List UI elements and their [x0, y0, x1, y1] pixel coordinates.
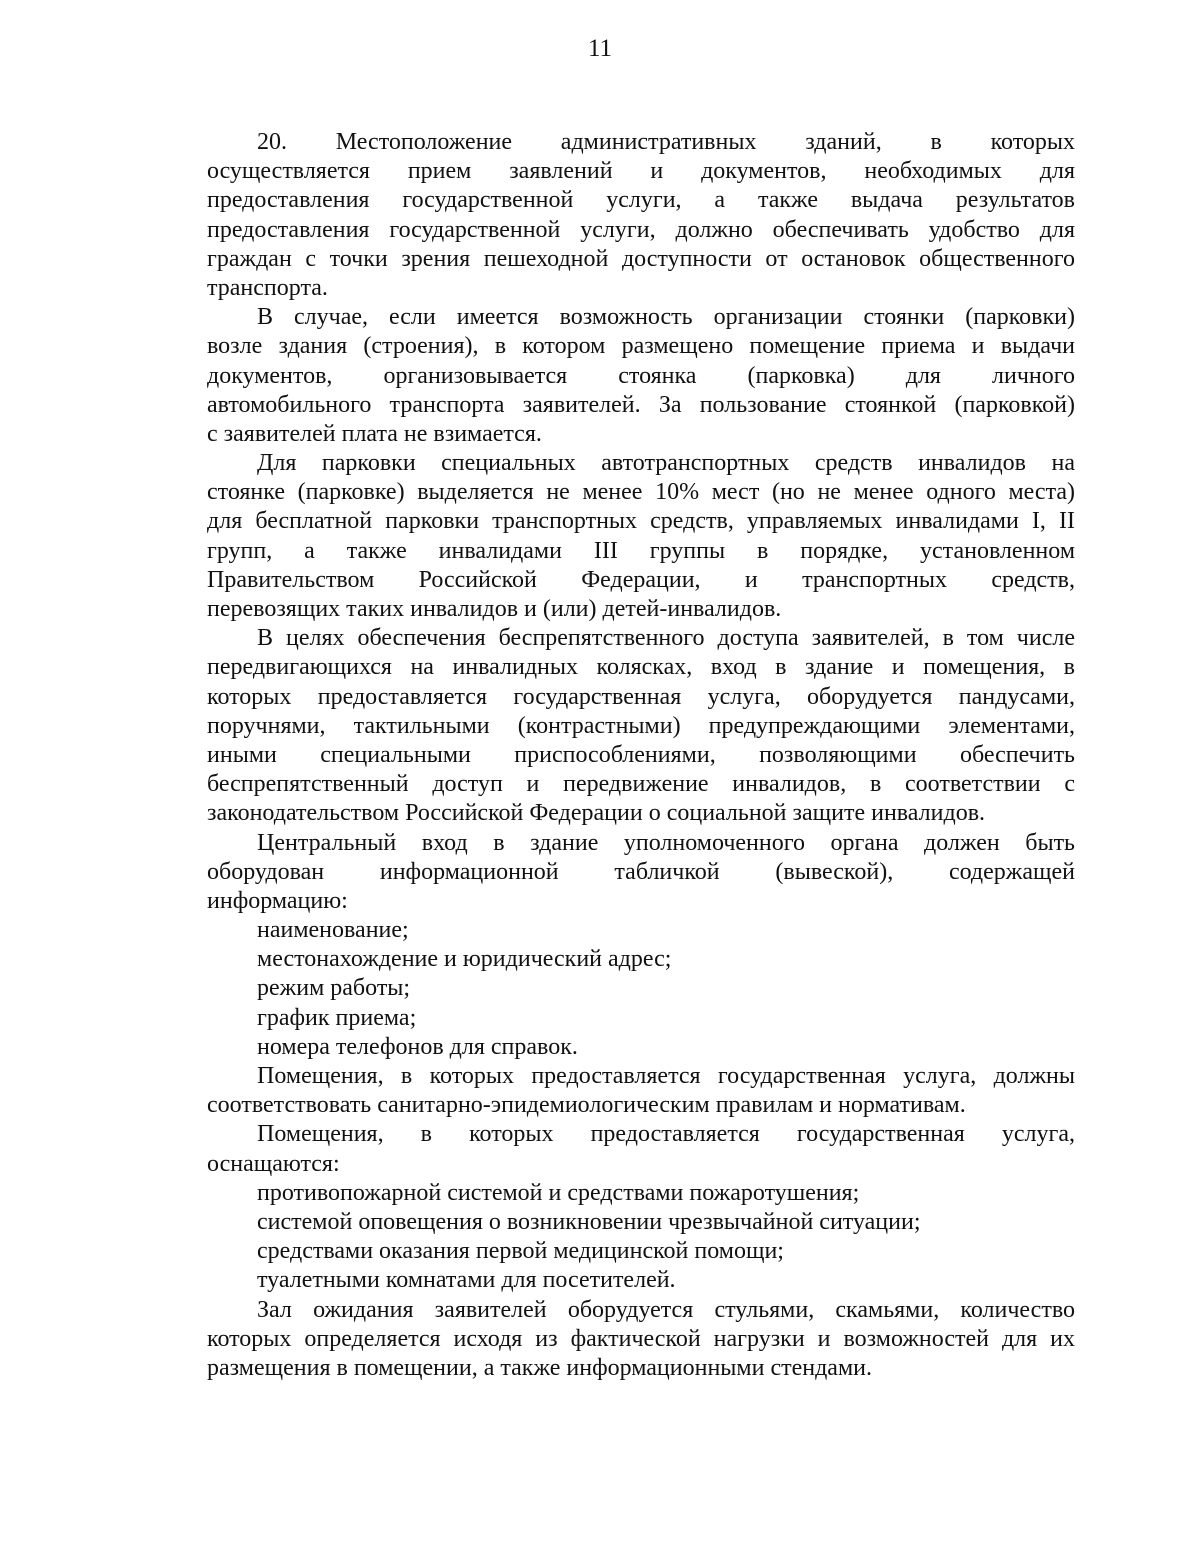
text-line: с заявителей плата не взимается.: [207, 420, 542, 447]
text-line: транспорта.: [207, 274, 328, 301]
text-line: групп, а также инвалидами III группы в порядке, установленном: [207, 537, 1075, 564]
text-line: средствами оказания первой медицинской помощи;: [257, 1238, 784, 1265]
text-line: Помещения, в которых предоставляется государственная услуга,: [257, 1121, 1075, 1148]
document-body: [207, 128, 1075, 1383]
text-line: противопожарной системой и средствами пожаротушения;: [257, 1179, 860, 1206]
text-line: автомобильного транспорта заявителей. За пользование стоянкой (парковкой): [207, 391, 1075, 418]
text-line: Для парковки специальных автотранспортных средств инвалидов на: [257, 450, 1075, 477]
text-line: системой оповещения о возникновении чрезвычайной ситуации;: [257, 1208, 921, 1235]
text-line: перевозящих таких инвалидов и (или) детей-инвалидов.: [207, 596, 782, 622]
page-number: 11: [587, 35, 613, 62]
text-line: Центральный вход в здание уполномоченного органа должен быть: [257, 829, 1075, 856]
text-line: режим работы;: [257, 975, 411, 1002]
text-line: оснащаются:: [207, 1150, 340, 1177]
text-line: В целях обеспечения беспрепятственного доступа заявителей, в том числе: [257, 625, 1075, 652]
text-line: стоянке (парковке) выделяется не менее 10% мест (но не менее одного места): [207, 479, 1075, 506]
text-line: возле здания (строения), в котором размещено помещение приема и выдачи: [207, 333, 1075, 360]
text-line: соответствовать санитарно-эпидемиологическим правилам и нормативам.: [207, 1092, 966, 1119]
text-line: осуществляется прием заявлений и документов, необходимых для: [207, 158, 1075, 185]
text-line: беспрепятственный доступ и передвижение инвалидов, в соответствии с: [207, 771, 1075, 798]
text-line: Правительством Российской Федерации, и транспортных средств,: [207, 566, 1075, 593]
text-line: для бесплатной парковки транспортных средств, управляемых инвалидами I, II: [207, 508, 1075, 535]
text-line: иными специальными приспособлениями, позволяющими обеспечить: [207, 741, 1075, 768]
text-line: местонахождение и юридический адрес;: [257, 946, 672, 973]
text-line: Помещения, в которых предоставляется государственная услуга, должны: [257, 1063, 1075, 1089]
text-line: Зал ожидания заявителей оборудуется стульями, скамьями, количество: [257, 1296, 1075, 1323]
text-line: график приема;: [257, 1004, 417, 1031]
text-line: законодательством Российской Федерации о социальной защите инвалидов.: [207, 800, 986, 827]
text-line: размещения в помещении, а также информационными стендами.: [207, 1354, 872, 1381]
text-line: которых определяется исходя из фактической нагрузки и возможностей для их: [207, 1325, 1075, 1352]
text-line: туалетными комнатами для посетителей.: [257, 1267, 676, 1294]
text-line: номера телефонов для справок.: [257, 1033, 578, 1060]
text-line: В случае, если имеется возможность организации стоянки (парковки): [257, 304, 1075, 331]
text-line: информацию:: [207, 887, 348, 914]
text-line: наименование;: [257, 917, 409, 944]
text-line: документов, организовывается стоянка (парковка) для личного: [207, 362, 1075, 389]
text-line: передвигающихся на инвалидных колясках, вход в здание и помещения, в: [207, 654, 1075, 681]
text-line: предоставления государственной услуги, а также выдача результатов: [207, 187, 1075, 214]
text-line: граждан с точки зрения пешеходной доступности от остановок общественного: [207, 245, 1075, 272]
text-line: поручнями, тактильными (контрастными) предупреждающими элементами,: [207, 712, 1075, 739]
text-line: оборудован информационной табличкой (вывеской), содержащей: [207, 858, 1075, 885]
text-line: предоставления государственной услуги, должно обеспечивать удобство для: [207, 216, 1075, 243]
text-line: 20. Местоположение административных зданий, в которых: [257, 129, 1075, 155]
text-line: которых предоставляется государственная услуга, оборудуется пандусами,: [207, 683, 1075, 710]
